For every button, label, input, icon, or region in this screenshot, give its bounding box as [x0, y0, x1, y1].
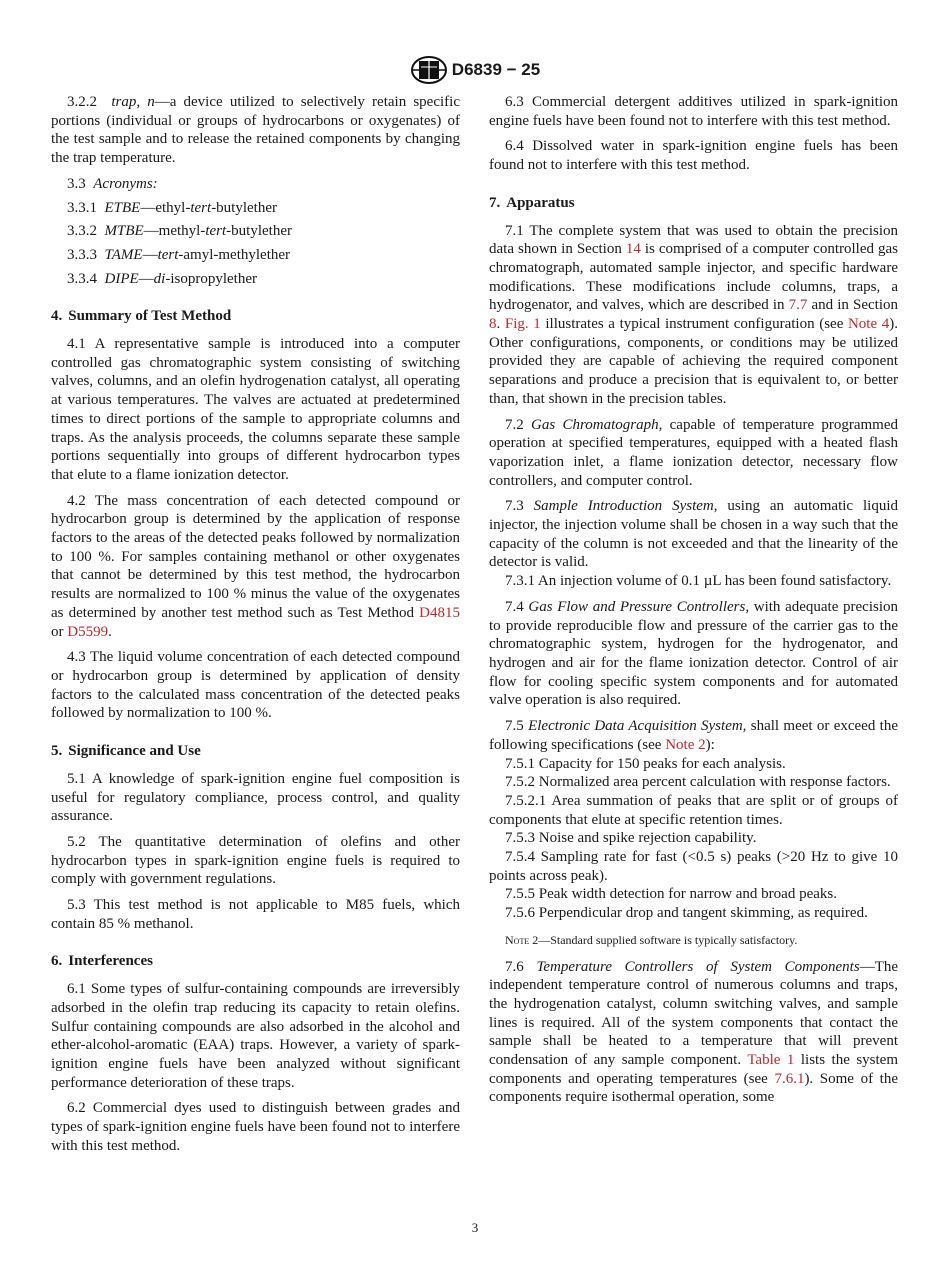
- link-7-6-1[interactable]: 7.6.1: [774, 1070, 805, 1087]
- paragraph-7-5-6: 7.5.6 Perpendicular drop and tangent skimming, as required.: [505, 905, 868, 922]
- paragraph-7-1: 7.1 The complete system that was used to obtain the precision data shown in Section 14 is comprised of a computer controlled gas chromatograph, automated sample injector, and specific hardware modifications. These modifications include columns, traps, a hydrogenator, and valves, which are described in 7.7 and in Section 8. Fig. 1 illustrates a typical instrument configuration (see Note 4). Other configurations, components, or conditions may be utilized provided they are capable of achieving the required component separations and produce a precision that is equivalent to, or better than, that shown in the precision tables.: [489, 222, 898, 407]
- paragraph-7-3-1: 7.3.1 An injection volume of 0.1 µL has been found satisfactory.: [505, 573, 892, 590]
- paragraph-7-3: 7.3 Sample Introduction System, using an automatic liquid injector, the injection volume shall be chosen in a way such that the capacity of the column is not exceeded and that the linearity of the detector is valid.: [489, 498, 899, 571]
- link-d5599[interactable]: D5599: [67, 623, 109, 640]
- section-3-2-2: 3.2.2 trap, n—a device utilized to selectively retain specific portions (individual or groups of hydrocarbons or oxygenates) of the test sample and to release the retained components by changing the trap temperature.: [51, 94, 460, 167]
- left-column: [51, 93, 460, 1162]
- paragraph-5-3: 5.3 This test method is not applicable to M85 fuels, which contain 85 % methanol.: [51, 897, 460, 932]
- paragraph-7-4: 7.4 Gas Flow and Pressure Controllers, with adequate precision to provide reproducible flow and pressure of the carrier gas to the chromatographic system, hydrogen for the hydrogenator, and hydrogen and air for the flame ionization detector. Control of air flow for cooling specific system components and for automated valve operation is also required.: [489, 598, 899, 709]
- paragraph-7-5-1: 7.5.1 Capacity for 150 peaks for each analysis.: [505, 755, 786, 772]
- section-7-heading: 7. Apparatus: [489, 194, 575, 211]
- paragraph-7-5-2: 7.5.2 Normalized area percent calculation with response factors.: [505, 774, 891, 791]
- paragraph-6-2: 6.2 Commercial dyes used to distinguish between grades and types of spark-ignition engine fuels have been found not to interfere with this test method.: [51, 1100, 460, 1154]
- paragraph-7-5: 7.5 Electronic Data Acquisition System, shall meet or exceed the following specifications (see Note 2):: [489, 718, 898, 753]
- link-section-8[interactable]: 8: [489, 316, 497, 333]
- link-note-4[interactable]: Note 4: [847, 316, 890, 333]
- paragraph-7-2: 7.2 Gas Chromatograph, capable of temperature programmed operation at specified temperatures, equipped with a heated flash vaporization inlet, a flame ionization detector, necessary flow controllers, and computer control.: [489, 416, 899, 489]
- link-note-2[interactable]: Note 2: [665, 736, 706, 753]
- paragraph-4-2: 4.2 The mass concentration of each detected compound or hydrocarbon group is determined by the application of response factors to the areas of the detected peaks followed by normalization to 100 %. For samples containing methanol or other oxygenates that cannot be determined by this test method, the hydrocarbon results are normalized to 100 % minus the value of the oxygenates as determined by another test method such as Test Method D4815 or D5599.: [51, 492, 460, 640]
- section-5-heading: 5. Significance and Use: [51, 743, 201, 760]
- paragraph-6-4: 6.4 Dissolved water in spark-ignition engine fuels has been found not to interfere with this test method.: [489, 138, 898, 174]
- link-7-7[interactable]: 7.7: [788, 297, 808, 314]
- paragraph-7-5-5: 7.5.5 Peak width detection for narrow and broad peaks.: [505, 886, 837, 903]
- astm-logo-icon: [410, 55, 448, 85]
- right-column: [489, 93, 898, 1114]
- link-section-14[interactable]: 14: [625, 241, 641, 258]
- paragraph-7-6: 7.6 Temperature Controllers of System Components—The independent temperature control of numerous columns and traps, the hydrogenation catalyst, column switching valves, and sample lines is required. All of the system components that contact the sample shall be heated to a temperature that will prevent condensation of any sample component. Table 1 lists the system components and operating temperatures (see 7.6.1). Some of the components require isothermal operation, some: [489, 958, 899, 1106]
- link-fig-1[interactable]: Fig. 1: [504, 316, 541, 333]
- paragraph-7-5-3: 7.5.3 Noise and spike rejection capability.: [505, 830, 757, 847]
- paragraph-5-2: 5.2 The quantitative determination of olefins and other hydrocarbon types in spark-ignition engine fuels is required to comply with government regulations.: [51, 833, 460, 888]
- section-3-3-4: 3.3.4 DIPE—di-isopropylether: [67, 270, 257, 287]
- paragraph-6-1: 6.1 Some types of sulfur-containing compounds are irreversibly adsorbed in the olefin trap reducing its capacity to retain olefins. Sulfur containing compounds are also adsorbed in the alcohol and ether-alcohol-aromatic (EAA) traps. However, a variety of spark-ignition engine fuels have been analyzed without significant performance deterioration of these traps.: [51, 981, 460, 1091]
- section-3-3-2: 3.3.2 MTBE—methyl-tert-butylether: [67, 223, 292, 240]
- paragraph-5-1: 5.1 A knowledge of spark-ignition engine fuel composition is useful for regulatory compliance, process control, and quality assurance.: [51, 770, 460, 825]
- link-table-1[interactable]: Table 1: [747, 1052, 795, 1069]
- section-4-heading: 4. Summary of Test Method: [51, 308, 232, 325]
- note-2: Note 2—Standard supplied software is typically satisfactory.: [505, 932, 798, 947]
- paragraph-7-5-2-1: 7.5.2.1 Area summation of peaks that are split or of groups of components that elute at specific retention times.: [489, 792, 898, 828]
- section-3-3-1: 3.3.1 ETBE—ethyl-tert-butylether: [67, 199, 277, 216]
- paragraph-7-5-4: 7.5.4 Sampling rate for fast (<0.5 s) peaks (>20 Hz to give 10 points across peak).: [489, 849, 898, 884]
- paragraph-4-3: 4.3 The liquid volume concentration of each detected compound or hydrocarbon group is determined by application of density factors to the calculated mass concentration of the detected peaks followed by normalization to 100 %.: [51, 649, 460, 722]
- page-number: 3: [471, 1220, 479, 1235]
- section-3-3: 3.3 Acronyms:: [67, 175, 158, 192]
- paragraph-6-3: 6.3 Commercial detergent additives utilized in spark-ignition engine fuels have been found not to interfere with this test method.: [489, 94, 898, 129]
- section-3-3-3: 3.3.3 TAME—tert-amyl-methylether: [67, 246, 291, 263]
- section-6-heading: 6. Interferences: [51, 953, 153, 970]
- paragraph-4-1: 4.1 A representative sample is introduced into a computer controlled gas chromatographic system consisting of switching valves, columns, and an olefin hydrogenation catalyst, all operating at various temperatures. The valves are actuated at predetermined times to direct portions of the sample to appropriate columns and traps. As the analysis proceeds, the columns separate these sample portions sequentially into groups of different hydrocarbon types that elute to a flame ionization detector.: [51, 336, 460, 483]
- link-d4815[interactable]: D4815: [419, 604, 460, 621]
- document-number: D6839 − 25: [451, 60, 541, 79]
- page-header: [0, 55, 950, 85]
